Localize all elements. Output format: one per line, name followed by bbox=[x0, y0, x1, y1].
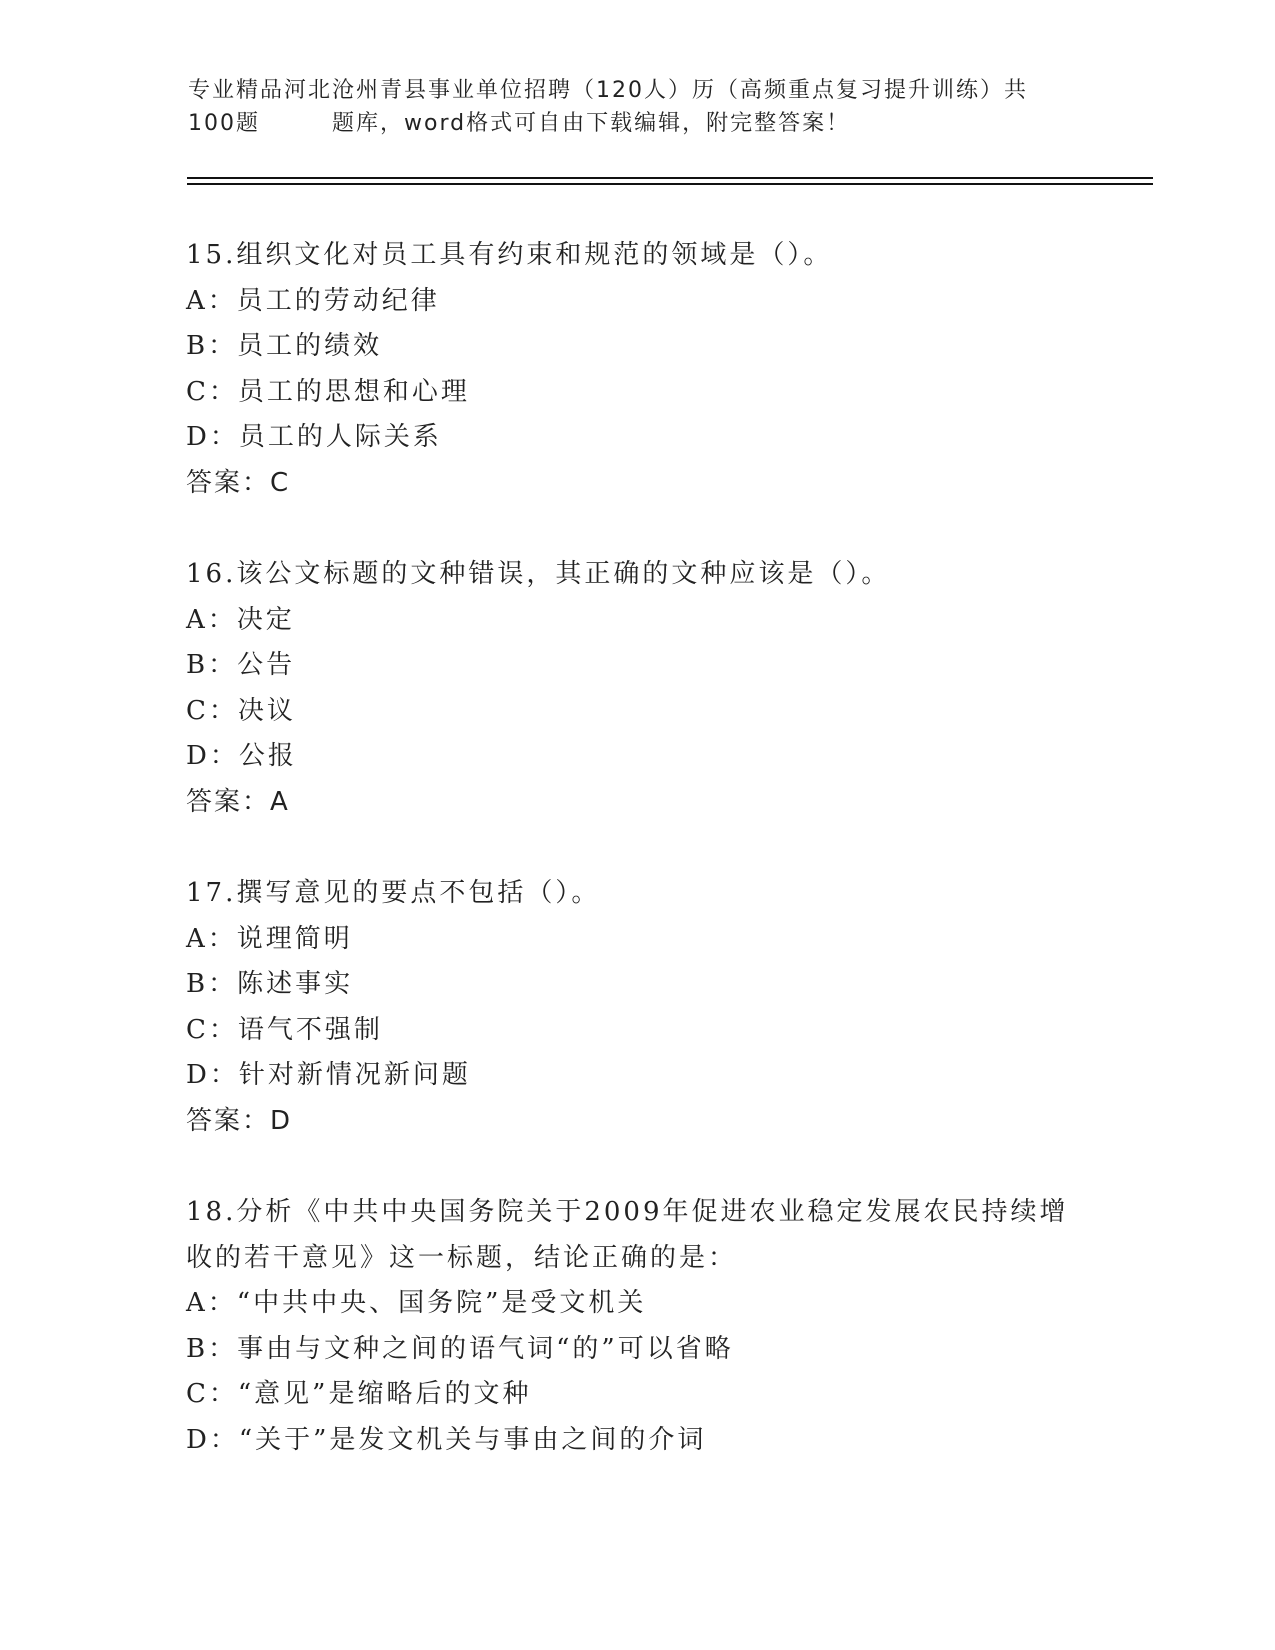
header-line-1: 专业精品河北沧州青县事业单位招聘（120人）历（高频重点复习提升训练）共 bbox=[188, 78, 1028, 103]
answer: 答案：A bbox=[186, 786, 290, 817]
option-b: B：事由与文种之间的语气词“的”可以省略 bbox=[186, 1333, 734, 1364]
option-a: A：决定 bbox=[186, 604, 295, 635]
option-d: D：针对新情况新问题 bbox=[186, 1060, 471, 1090]
question-15 bbox=[186, 233, 1086, 506]
option-c: C：决议 bbox=[186, 695, 296, 726]
question-17 bbox=[186, 871, 1086, 1144]
header-line-2 bbox=[188, 107, 1068, 140]
option-b: B：公告 bbox=[186, 650, 296, 680]
question-18 bbox=[186, 1190, 1086, 1463]
header-count: 100题 bbox=[188, 111, 260, 136]
option-c: C：员工的思想和心理 bbox=[186, 376, 470, 407]
header-divider-top bbox=[187, 177, 1153, 179]
option-a: A：“中共中央、国务院”是受文机关 bbox=[186, 1288, 647, 1318]
question-title: 17.撰写意见的要点不包括（）。 bbox=[186, 878, 601, 908]
option-b: B：陈述事实 bbox=[186, 969, 354, 999]
option-b: B：员工的绩效 bbox=[186, 331, 383, 361]
document-header bbox=[188, 74, 1068, 140]
option-d: D：“关于”是发文机关与事由之间的介词 bbox=[186, 1424, 707, 1455]
option-c: C：“意见”是缩略后的文种 bbox=[186, 1379, 532, 1409]
question-title: 18.分析《中共中央国务院关于2009年促进农业稳定发展农民持续增收的若干意见》这一标题，结论正确的是： bbox=[186, 1197, 1069, 1273]
option-d: D：公报 bbox=[186, 741, 297, 771]
header-divider-bottom bbox=[187, 183, 1153, 185]
option-c: C：语气不强制 bbox=[186, 1014, 383, 1045]
answer: 答案：D bbox=[186, 1105, 293, 1136]
option-a: A：员工的劳动纪律 bbox=[186, 285, 440, 316]
answer: 答案：C bbox=[186, 467, 291, 498]
header-description: 题库，word格式可自由下载编辑，附完整答案！ bbox=[332, 111, 851, 136]
question-title: 16.该公文标题的文种错误，其正确的文种应该是（）。 bbox=[186, 559, 891, 589]
option-d: D：员工的人际关系 bbox=[186, 422, 442, 452]
question-16 bbox=[186, 552, 1086, 825]
question-title: 15.组织文化对员工具有约束和规范的领域是（）。 bbox=[186, 240, 833, 270]
option-a: A：说理简明 bbox=[186, 923, 353, 954]
